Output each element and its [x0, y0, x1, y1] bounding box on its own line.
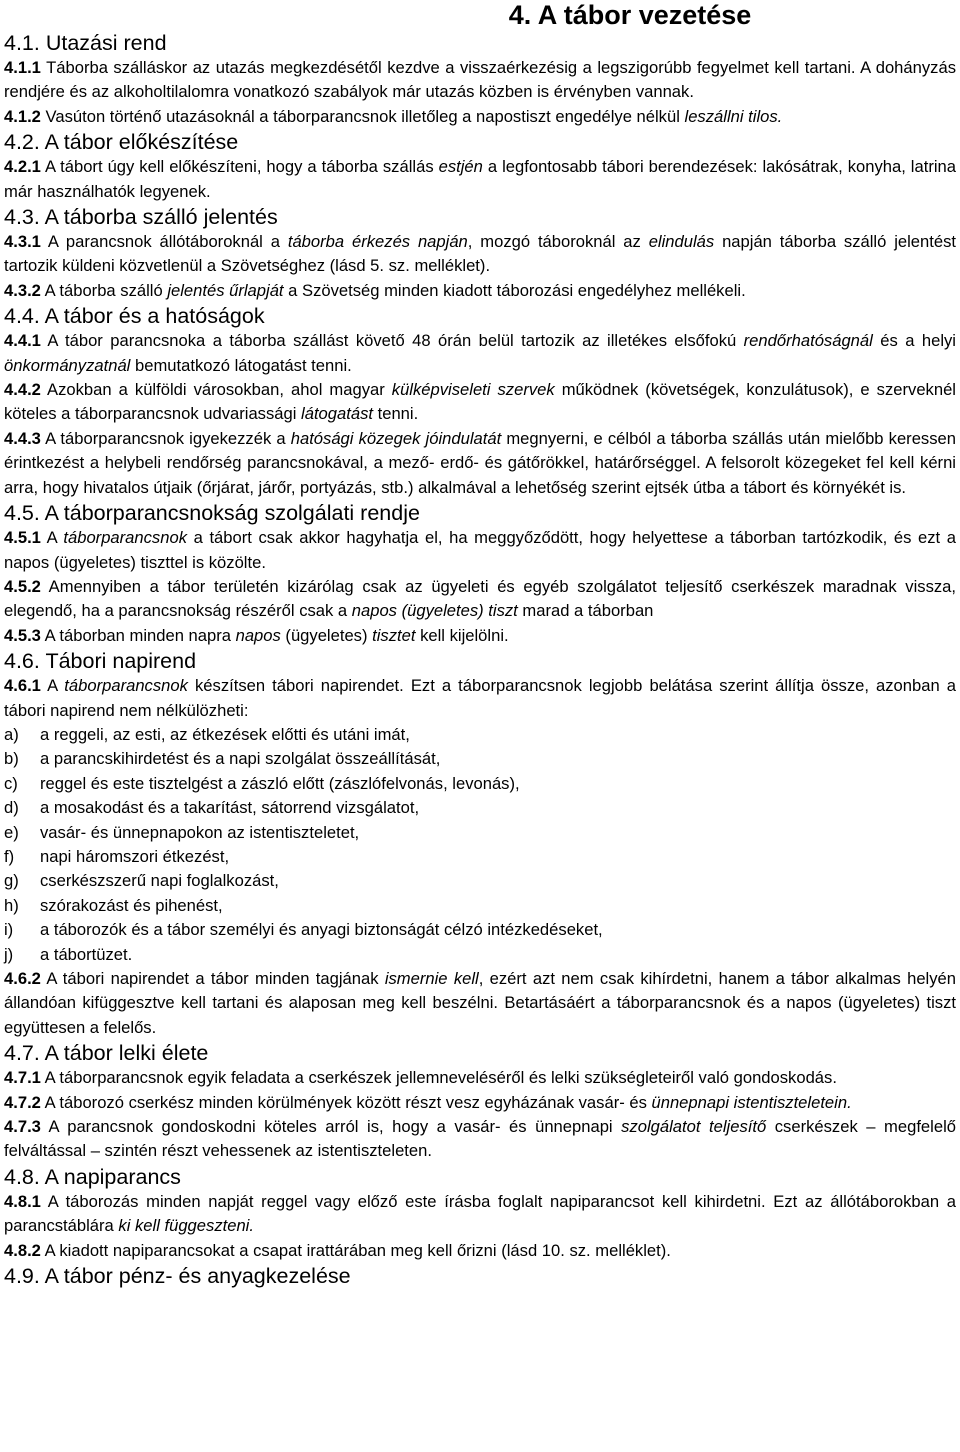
list-text: a reggeli, az esti, az étkezések előtti és utáni imát,	[40, 724, 410, 744]
list-letter: f)	[4, 846, 15, 866]
paragraph-4-8-2: 4.8.2 A kiadott napiparancsokat a csapat irattárában meg kell őrizni (lásd 10. sz. melléklet).	[4, 1240, 671, 1260]
paragraph-4-6-1: 4.6.1 A táborparancsnok készítsen tábori napirendet. Ezt a táborparancsnok legjobb belátása szerint állítja össze, azonban a tábori napirend nem nélkülözheti:	[4, 676, 956, 720]
list-letter: j)	[4, 944, 14, 964]
paragraph-4-6-2: 4.6.2 A tábori napirendet a tábor minden tagjának ismernie kell, ezért azt nem csak kihírdetni, hanem a tábor alkalmas helyén állandóan kifüggesztve kell tartani és alaposan meg kell beszélni. Betartásáért a táborparancsnok és a napos (ügyeletes) tiszt együttesen a felelős.	[4, 969, 956, 1037]
list-letter: h)	[4, 895, 19, 915]
paragraph-4-1-1: 4.1.1 Táborba szálláskor az utazás megkezdésétől kezdve a visszaérkezésig a legszigorúbb fegyelmet kell tartani. A dohányzás rendjére és az alkoholtilalomra vonatkozó szabályok már utazás közben is érvényben vannak.	[4, 58, 956, 102]
section-heading-4-4: 4.4. A tábor és a hatóságok	[4, 304, 265, 329]
section-heading-4-9: 4.9. A tábor pénz- és anyagkezelése	[4, 1264, 351, 1289]
paragraph-number: 4.4.2	[4, 380, 41, 400]
paragraph-4-5-2: 4.5.2 Amennyiben a tábor területén kizárólag csak az ügyeleti és egyéb szolgálatot teljesítő cserkészek maradnak vissza, elegendő, ha a parancsnokság részéről csak a napos (ügyeletes) tiszt marad a táborban	[4, 576, 956, 621]
paragraph-number: 4.7.2	[4, 1092, 41, 1112]
paragraph-4-4-3: 4.4.3 A táborparancsnok igyekezzék a hatósági közegek jóindulatát megnyerni, e célból a táborba szállás után mielőbb keressen érintkezést a helybeli rendőrség parancsnokával, a mező- erdő- és gátőrökkel, határőrséggel. A felsorolt közegeket fel kell kérni arra, hogy hivatalos útjaik (őrjárat, járőr, portyázás, stb.) alkalmával a lehetőség szerint ejtsék útba a tábort és környékét is.	[4, 428, 956, 497]
list-letter: i)	[4, 920, 14, 940]
paragraph-number: 4.7.1	[4, 1068, 41, 1088]
paragraph-number: 4.8.2	[4, 1240, 41, 1260]
paragraph-4-7-1: 4.7.1 A táborparancsnok egyik feladata a cserkészek jellemneveléséről és lelki szükségleteiről való gondoskodás.	[4, 1068, 837, 1088]
paragraph-number: 4.3.2	[4, 280, 41, 300]
list-item	[4, 723, 956, 747]
list-item	[4, 845, 956, 869]
list-letter: b)	[4, 749, 19, 769]
list-item	[4, 869, 956, 893]
paragraph-number: 4.1.2	[4, 106, 41, 126]
paragraph-4-7-3: 4.7.3 A parancsnok gondoskodni köteles arról is, hogy a vasár- és ünnepnapi szolgálatot teljesítő cserkészek – megfelelő felváltással – szintén részt vehessenek az istentiszteleten.	[4, 1117, 956, 1161]
paragraph-4-5-3: 4.5.3 A táborban minden napra napos (ügyeletes) tisztet kell kijelölni.	[4, 625, 509, 645]
schedule-list	[4, 723, 956, 967]
section-heading-4-7: 4.7. A tábor lelki élete	[4, 1041, 209, 1066]
paragraph-number: 4.6.2	[4, 969, 41, 988]
list-item	[4, 943, 956, 967]
section-heading-4-1: 4.1. Utazási rend	[4, 31, 167, 55]
paragraph-number: 4.1.1	[4, 58, 41, 77]
paragraph-number: 4.3.1	[4, 232, 41, 252]
paragraph-4-1-2: 4.1.2 Vasúton történő utazásoknál a táborparancsnok illetőleg a napostiszt engedélye nélkül leszállni tilos.	[4, 106, 783, 126]
list-text: szórakozást és pihenést,	[40, 895, 223, 915]
list-letter: g)	[4, 871, 19, 891]
paragraph-number: 4.5.2	[4, 576, 41, 596]
section-heading-4-5: 4.5. A táborparancsnokság szolgálati rendje	[4, 501, 420, 526]
list-letter: c)	[4, 773, 18, 793]
paragraph-4-3-1: 4.3.1 A parancsnok állótáboroknál a táborba érkezés napján, mozgó táboroknál az elindulás napján táborba szálló jelentést tartozik küldeni közvetlenül a Szövetséghez (lásd 5. sz. melléklet).	[4, 232, 957, 276]
paragraph-number: 4.6.1	[4, 676, 41, 696]
paragraph-4-4-1: 4.4.1 A tábor parancsnoka a táborba szállást követő 48 órán belül tartozik az illetékes elsőfokú rendőrhatóságnál és a helyi önkormányzatnál bemutatkozó látogatást tenni.	[4, 331, 956, 375]
section-heading-4-8: 4.8. A napiparancs	[4, 1164, 181, 1189]
paragraph-number: 4.7.3	[4, 1117, 41, 1137]
list-text: a táborozók és a tábor személyi és anyagi biztonságát célzó intézkedéseket,	[40, 920, 603, 940]
list-item	[4, 772, 956, 796]
list-text: vasár- és ünnepnapokon az istentiszteletet,	[40, 822, 360, 842]
paragraph-4-4-2: 4.4.2 Azokban a külföldi városokban, ahol magyar külképviseleti szervek működnek (követségek, konzulátusok), e szerveknél köteles a táborparancsnok udvariassági látogatást tenni.	[4, 380, 956, 424]
list-letter: a)	[4, 724, 19, 744]
paragraph-number: 4.2.1	[4, 157, 41, 177]
paragraph-4-3-2: 4.3.2 A táborba szálló jelentés űrlapját a Szövetség minden kiadott táborozási engedélyhez mellékeli.	[4, 280, 746, 300]
list-text: cserkészszerű napi foglalkozást,	[40, 871, 279, 891]
paragraph-number: 4.4.3	[4, 428, 41, 448]
list-item	[4, 918, 956, 942]
paragraph-4-5-1: 4.5.1 A táborparancsnok a tábort csak akkor hagyhatja el, ha meggyőződött, hogy helyettese a táborban tartózkodik, és ezt a napos (ügyeletes) tiszttel is közölte.	[4, 528, 956, 572]
list-text: a mosakodást és a takarítást, sátorrend vizsgálatot,	[40, 798, 420, 818]
section-heading-4-6: 4.6. Tábori napirend	[4, 649, 197, 674]
list-item	[4, 894, 956, 918]
paragraph-number: 4.5.1	[4, 528, 41, 548]
list-item	[4, 796, 956, 820]
paragraph-4-8-1: 4.8.1 A táborozás minden napját reggel vagy előző este írásba foglalt napiparancsot kell kihirdetni. Ezt az állótáborokban a parancstáblára ki kell függeszteni.	[4, 1191, 956, 1236]
list-text: a tábortüzet.	[40, 944, 133, 964]
list-text: napi háromszori étkezést,	[40, 846, 230, 866]
chapter-title: 4. A tábor vezetése	[508, 0, 752, 30]
list-letter: e)	[4, 822, 19, 842]
list-text: a parancskihirdetést és a napi szolgálat összeállítását,	[40, 749, 441, 769]
paragraph-4-7-2: 4.7.2 A táborozó cserkész minden körülmények között részt vesz egyházának vasár- és ünnepnapi istentiszteletein.	[4, 1092, 852, 1112]
paragraph-4-2-1: 4.2.1 A tábort úgy kell előkészíteni, hogy a táborba szállás estjén a legfontosabb tábori berendezések: lakósátrak, konyha, latrina már használhatók legyenek.	[4, 157, 957, 201]
paragraph-number: 4.5.3	[4, 625, 41, 645]
paragraph-number: 4.8.1	[4, 1191, 41, 1211]
list-item	[4, 821, 956, 845]
paragraph-number: 4.4.1	[4, 331, 41, 351]
section-heading-4-3: 4.3. A táborba szálló jelentés	[4, 205, 278, 230]
list-text: reggel és este tisztelgést a zászló előtt (zászlófelvonás, levonás),	[40, 773, 520, 793]
section-heading-4-2: 4.2. A tábor előkészítése	[4, 130, 239, 155]
list-letter: d)	[4, 798, 19, 818]
list-item	[4, 747, 956, 771]
